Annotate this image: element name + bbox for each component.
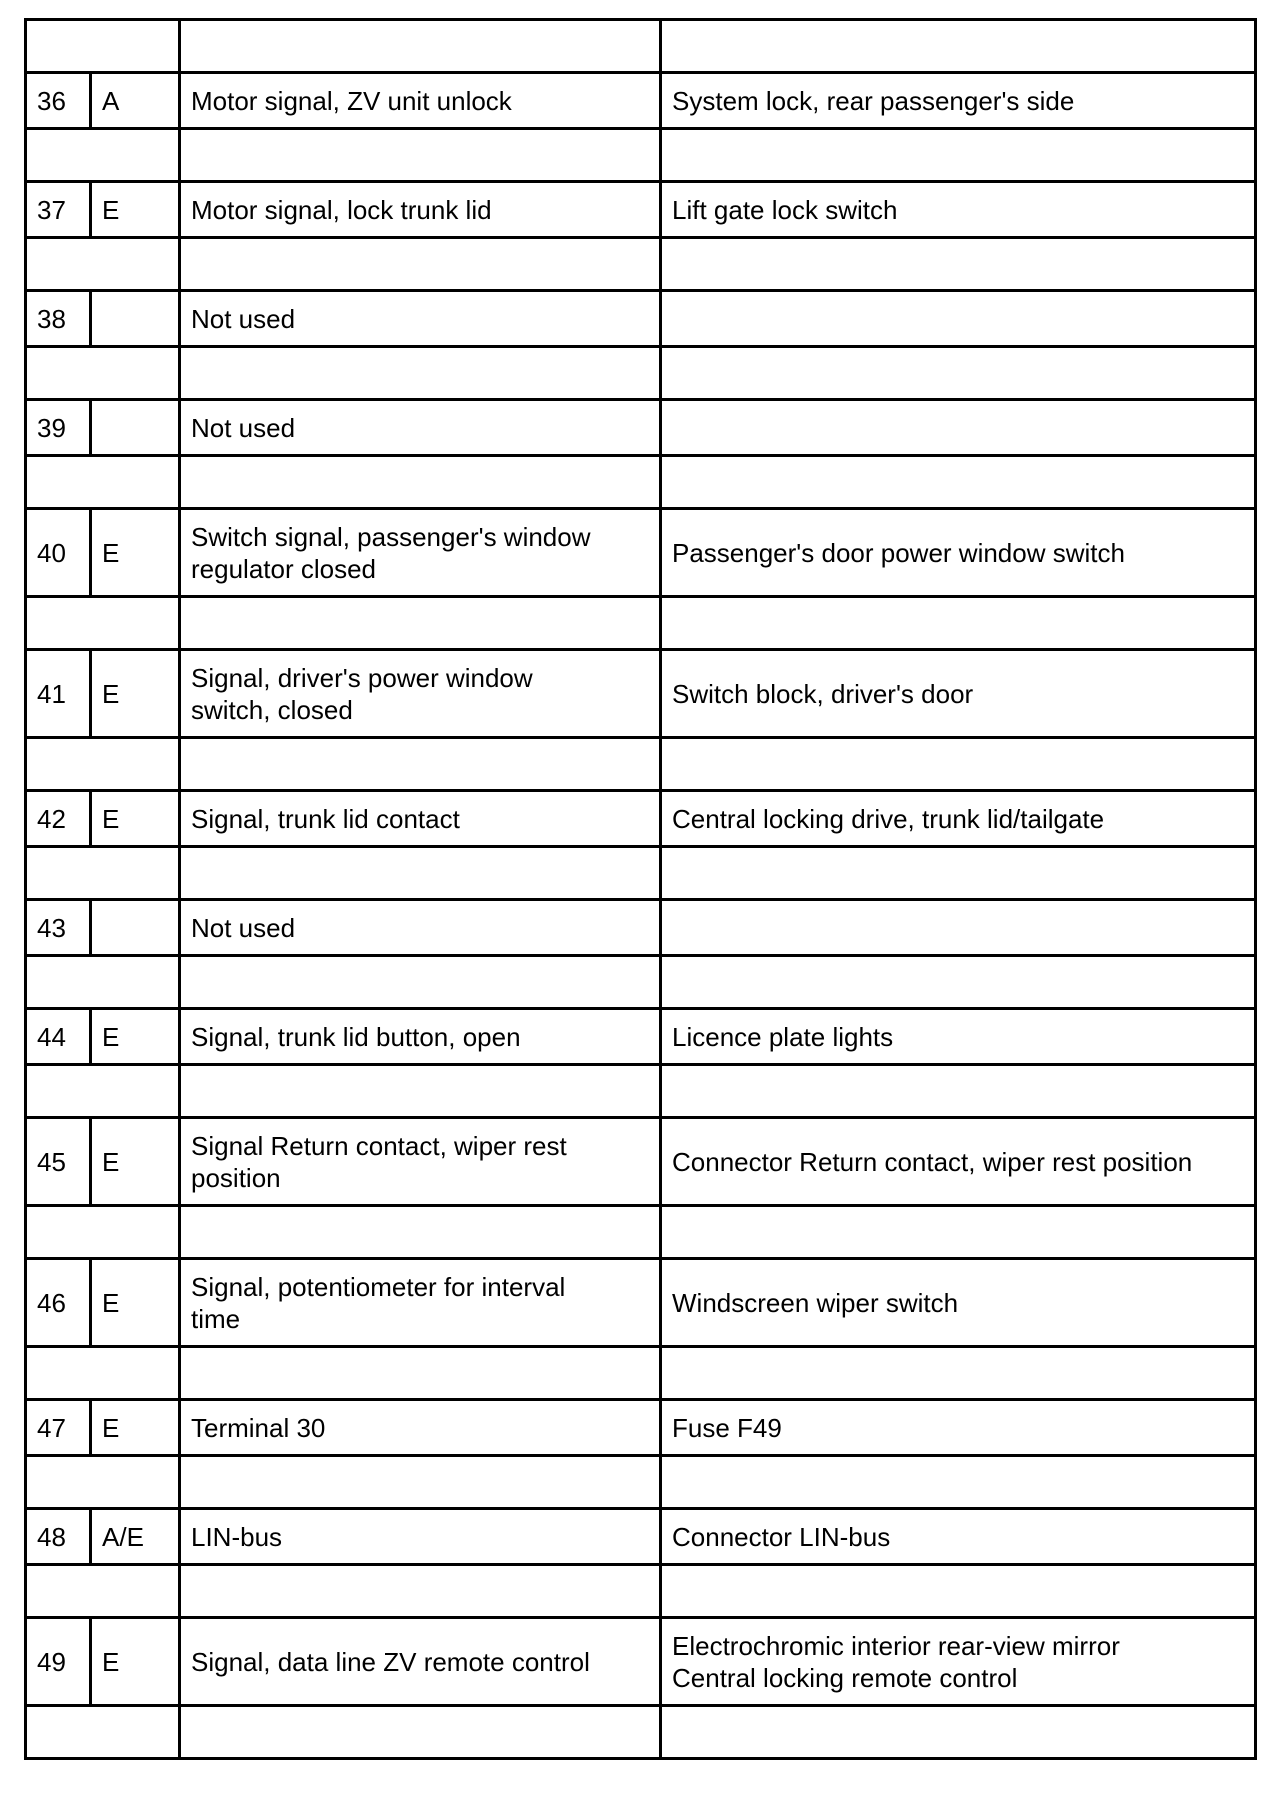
spacer-cell <box>180 1456 661 1509</box>
spacer-cell <box>180 347 661 400</box>
spacer-row <box>26 238 1256 291</box>
table-row <box>26 1009 1256 1065</box>
spacer-cell <box>26 597 180 650</box>
component-cell: Switch block, driver's door <box>661 650 1256 738</box>
spacer-cell <box>661 20 1256 73</box>
function-cell: Signal, driver's power window switch, closed <box>180 650 661 738</box>
pin-number-cell: 48 <box>26 1509 91 1565</box>
table-row <box>26 791 1256 847</box>
spacer-row <box>26 597 1256 650</box>
component-cell: Fuse F49 <box>661 1400 1256 1456</box>
component-cell: Passenger's door power window switch <box>661 509 1256 597</box>
spacer-cell <box>180 20 661 73</box>
spacer-cell <box>26 129 180 182</box>
pin-number-cell: 42 <box>26 791 91 847</box>
table-row <box>26 400 1256 456</box>
spacer-row <box>26 956 1256 1009</box>
spacer-cell <box>180 129 661 182</box>
spacer-cell <box>26 20 180 73</box>
table-row <box>26 291 1256 347</box>
spacer-row <box>26 1456 1256 1509</box>
spacer-cell <box>661 1065 1256 1118</box>
spacer-cell <box>661 1456 1256 1509</box>
pin-number-cell: 45 <box>26 1118 91 1206</box>
spacer-row <box>26 456 1256 509</box>
function-cell: Terminal 30 <box>180 1400 661 1456</box>
spacer-cell <box>661 129 1256 182</box>
function-cell: Signal, potentiometer for interval time <box>180 1259 661 1347</box>
function-cell: Not used <box>180 400 661 456</box>
function-cell: Signal Return contact, wiper rest position <box>180 1118 661 1206</box>
function-cell: Motor signal, lock trunk lid <box>180 182 661 238</box>
pin-number-cell: 37 <box>26 182 91 238</box>
spacer-cell <box>180 597 661 650</box>
component-cell: Licence plate lights <box>661 1009 1256 1065</box>
table-row <box>26 509 1256 597</box>
pin-number-cell: 44 <box>26 1009 91 1065</box>
function-cell: Not used <box>180 291 661 347</box>
spacer-cell <box>180 1065 661 1118</box>
signal-type-cell: E <box>91 509 180 597</box>
function-cell: Signal, trunk lid button, open <box>180 1009 661 1065</box>
pin-number-cell: 47 <box>26 1400 91 1456</box>
spacer-cell <box>26 347 180 400</box>
spacer-cell <box>180 1565 661 1618</box>
component-cell <box>661 291 1256 347</box>
table-row <box>26 1618 1256 1706</box>
spacer-row <box>26 129 1256 182</box>
spacer-cell <box>661 1206 1256 1259</box>
signal-type-cell: E <box>91 1118 180 1206</box>
pin-number-cell: 49 <box>26 1618 91 1706</box>
spacer-cell <box>180 1706 661 1759</box>
spacer-cell <box>661 1347 1256 1400</box>
table-row <box>26 1400 1256 1456</box>
spacer-cell <box>180 1206 661 1259</box>
function-cell: Signal, data line ZV remote control <box>180 1618 661 1706</box>
spacer-cell <box>26 956 180 1009</box>
component-cell <box>661 400 1256 456</box>
function-cell: Switch signal, passenger's window regulator closed <box>180 509 661 597</box>
spacer-cell <box>26 1206 180 1259</box>
component-cell: Windscreen wiper switch <box>661 1259 1256 1347</box>
pin-number-cell: 36 <box>26 73 91 129</box>
component-cell: Electrochromic interior rear-view mirror Central locking remote control <box>661 1618 1256 1706</box>
signal-type-cell: E <box>91 650 180 738</box>
function-cell: Not used <box>180 900 661 956</box>
table-row <box>26 182 1256 238</box>
table-row <box>26 650 1256 738</box>
spacer-cell <box>661 738 1256 791</box>
spacer-cell <box>26 456 180 509</box>
spacer-cell <box>26 738 180 791</box>
component-cell: Connector Return contact, wiper rest position <box>661 1118 1256 1206</box>
spacer-row <box>26 347 1256 400</box>
table-row <box>26 1259 1256 1347</box>
spacer-cell <box>661 1565 1256 1618</box>
signal-type-cell <box>91 400 180 456</box>
signal-type-cell: A/E <box>91 1509 180 1565</box>
spacer-cell <box>661 347 1256 400</box>
component-cell: Central locking drive, trunk lid/tailgate <box>661 791 1256 847</box>
pin-number-cell: 38 <box>26 291 91 347</box>
component-cell: System lock, rear passenger's side <box>661 73 1256 129</box>
component-cell: Lift gate lock switch <box>661 182 1256 238</box>
spacer-cell <box>180 956 661 1009</box>
spacer-row <box>26 847 1256 900</box>
signal-type-cell: E <box>91 1618 180 1706</box>
spacer-row <box>26 1565 1256 1618</box>
spacer-row <box>26 1347 1256 1400</box>
spacer-row <box>26 20 1256 73</box>
function-cell: LIN-bus <box>180 1509 661 1565</box>
spacer-row <box>26 1706 1256 1759</box>
signal-type-cell: E <box>91 182 180 238</box>
function-cell: Signal, trunk lid contact <box>180 791 661 847</box>
component-cell: Connector LIN-bus <box>661 1509 1256 1565</box>
table-row <box>26 1118 1256 1206</box>
spacer-row <box>26 1206 1256 1259</box>
pin-number-cell: 43 <box>26 900 91 956</box>
table-row <box>26 900 1256 956</box>
spacer-cell <box>26 1347 180 1400</box>
spacer-cell <box>661 847 1256 900</box>
spacer-cell <box>661 238 1256 291</box>
spacer-row <box>26 1065 1256 1118</box>
spacer-cell <box>26 1706 180 1759</box>
spacer-cell <box>180 1347 661 1400</box>
spacer-cell <box>26 1065 180 1118</box>
signal-type-cell: E <box>91 1400 180 1456</box>
signal-type-cell: E <box>91 791 180 847</box>
signal-type-cell <box>91 900 180 956</box>
signal-type-cell <box>91 291 180 347</box>
spacer-cell <box>26 847 180 900</box>
pin-number-cell: 41 <box>26 650 91 738</box>
spacer-cell <box>661 1706 1256 1759</box>
spacer-cell <box>661 597 1256 650</box>
signal-type-cell: E <box>91 1009 180 1065</box>
table-row <box>26 1509 1256 1565</box>
spacer-cell <box>180 847 661 900</box>
function-cell: Motor signal, ZV unit unlock <box>180 73 661 129</box>
spacer-cell <box>661 956 1256 1009</box>
spacer-cell <box>180 238 661 291</box>
spacer-cell <box>26 1456 180 1509</box>
pin-number-cell: 46 <box>26 1259 91 1347</box>
spacer-cell <box>26 238 180 291</box>
spacer-cell <box>180 456 661 509</box>
pin-number-cell: 40 <box>26 509 91 597</box>
spacer-cell <box>26 1565 180 1618</box>
signal-type-cell: E <box>91 1259 180 1347</box>
spacer-cell <box>661 456 1256 509</box>
pin-assignment-table <box>24 18 1257 1760</box>
signal-type-cell: A <box>91 73 180 129</box>
component-cell <box>661 900 1256 956</box>
pin-number-cell: 39 <box>26 400 91 456</box>
table-row <box>26 73 1256 129</box>
spacer-cell <box>180 738 661 791</box>
spacer-row <box>26 738 1256 791</box>
